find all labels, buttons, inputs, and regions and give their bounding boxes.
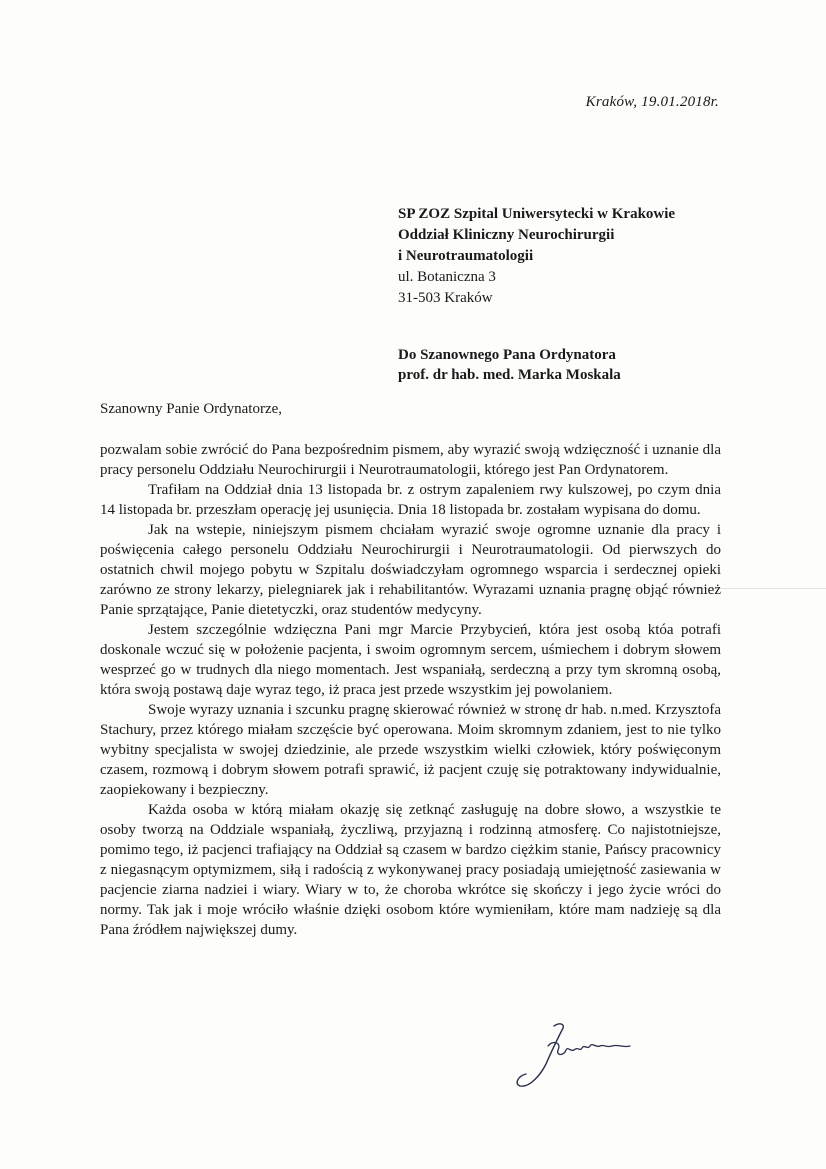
addressee-block (398, 345, 621, 385)
recipient-block (398, 204, 675, 309)
handwritten-signature (508, 1016, 648, 1096)
signature-stroke-j (517, 1024, 563, 1086)
paragraph-1: pozwalam sobie zwrócić do Pana bezpośrednim pismem, aby wyrazić swoją wdzięczność i uznanie dla pracy personelu Oddziału Neurochirurgii i Neurotraumatologii, którego jest Pan Ordynatorem. (100, 442, 721, 478)
paragraph-6: Każda osoba w którą miałam okazję się zetknąć zasługuję na dobre słowo, a wszystkie te osoby tworzą na Oddziale wspaniałą, życzliwą, przyjazną i rodzinną atmosferę. Co najistotniejsze, pomimo tego, iż pacjenci trafiający na Oddział są czasem w bardzo ciężkim stanie, Pańscy pracownicy z niegasnącym optymizmem, siłą i radością z wykonywanej pracy posiadają umiejętność zasiewania w pacjencie ziarna nadziei i wiary. Wiary w to, że choroba wkrótce się skończy i jego życie wróci do normy. Tak jak i moje wróciło właśnie dzięki osobom które wymieniłam, które mam nadzieję są dla Pana źródłem największej dumy. (100, 802, 721, 938)
recipient-street: ul. Botaniczna 3 (398, 269, 496, 285)
letter-date: Kraków, 19.01.2018r. (585, 94, 719, 110)
paragraph-5: Swoje wyrazy uznania i szcunku pragnę skierować również w stronę dr hab. n.med. Krzysztofa Stachury, przez którego miałam szczęście być operowana. Moim skromnym zdaniem, jest to nie tylko wybitny specjalista w swojej dziedzinie, ale przede wszystkim wielki człowiek, który poświęconym czasem, rozmową i dobrym słowem potrafi sprawić, iż pacjent czuję się potraktowany indywidualnie, zaopiekowany i bezpieczny. (100, 702, 721, 798)
recipient-department-cont: i Neurotraumatologii (398, 248, 534, 264)
recipient-department: Oddział Kliniczny Neurochirurgii (398, 227, 615, 243)
salutation: Szanowny Panie Ordynatorze, (100, 401, 283, 417)
recipient-city: 31-503 Kraków (398, 290, 493, 306)
letter-body (100, 440, 721, 940)
signature-stroke-rest (548, 1043, 630, 1055)
recipient-institution: SP ZOZ Szpital Uniwersytecki w Krakowie (398, 206, 676, 222)
paragraph-3: Jak na wstepie, niniejszym pismem chciałam wyrazić swoje ogromne uznanie dla pracy i poświęcenia całego personelu Oddziału Neurochirurgii i Neurotraumatologii. Od pierwszych do ostatnich chwil mojego pobytu w Szpitalu doświadczyłam ogromnego wsparcia i serdecznej opieki zarówno ze strony lekarzy, pielegniarek jak i rehabilitantów. Wyrazami uznania pragnę objąć również Panie sprzątające, Panie dietetyczki, oraz studentów medycyny. (100, 522, 721, 618)
paragraph-4: Jestem szczególnie wdzięczna Pani mgr Marcie Przybycień, która jest osobą któa potrafi doskonale wczuć się w położenie pacjenta, i swoim ogromnym sercem, uśmiechem i dobrym słowem wesprzeć go w trudnych dla niego momentach. Jest wspaniałą, serdeczną a przy tym skromną osobą, która swoją postawą daje wyraz tego, iż praca jest przede wszystkim jej powolaniem. (100, 622, 721, 698)
addressee-title: Do Szanownego Pana Ordynatora (398, 347, 616, 363)
paragraph-2: Trafiłam na Oddział dnia 13 listopada br. z ostrym zapaleniem rwy kulszowej, po czym dnia 14 listopada br. przeszłam operację jej usunięcia. Dnia 18 listopada br. zostałam wypisana do domu. (100, 482, 721, 518)
addressee-name: prof. dr hab. med. Marka Moskala (398, 367, 621, 383)
